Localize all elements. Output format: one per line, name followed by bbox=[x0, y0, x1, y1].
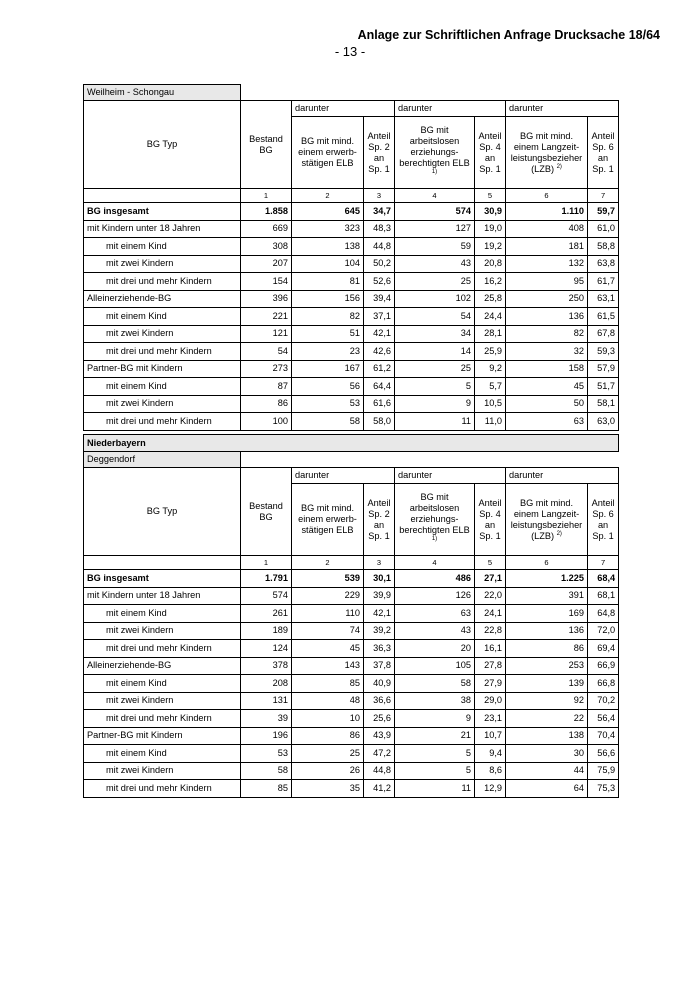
colnum-empty bbox=[84, 189, 241, 203]
cell-value: 27,9 bbox=[475, 675, 506, 693]
column-number: 2 bbox=[292, 556, 364, 570]
table-row bbox=[84, 710, 619, 728]
cell-value: 29,0 bbox=[475, 692, 506, 710]
cell-value: 12,9 bbox=[475, 780, 506, 798]
cell-value: 181 bbox=[506, 238, 588, 256]
page-number: - 13 - bbox=[334, 44, 366, 59]
column-number: 1 bbox=[241, 556, 292, 570]
table-row bbox=[84, 587, 619, 605]
cell-value: 27,8 bbox=[475, 657, 506, 675]
cell-value: 24,4 bbox=[475, 308, 506, 326]
row-label: mit einem Kind bbox=[84, 745, 241, 763]
row-label: Partner-BG mit Kindern bbox=[84, 727, 241, 745]
super-region-label: Niederbayern bbox=[84, 435, 619, 452]
table-row bbox=[84, 762, 619, 780]
cell-value: 42,1 bbox=[364, 605, 395, 623]
header-anteil4: Anteil Sp. 4 an Sp. 1 bbox=[475, 484, 506, 556]
cell-value: 75,9 bbox=[588, 762, 619, 780]
cell-value: 38 bbox=[395, 692, 475, 710]
cell-value: 48 bbox=[292, 692, 364, 710]
cell-value: 72,0 bbox=[588, 622, 619, 640]
table-row bbox=[84, 640, 619, 658]
table-row bbox=[84, 343, 619, 361]
cell-value: 30,1 bbox=[364, 570, 395, 588]
region-label: Weilheim - Schongau bbox=[84, 85, 241, 101]
cell-value: 52,6 bbox=[364, 273, 395, 291]
column-number: 2 bbox=[292, 189, 364, 203]
cell-value: 20 bbox=[395, 640, 475, 658]
cell-value: 20,8 bbox=[475, 255, 506, 273]
cell-value: 36,3 bbox=[364, 640, 395, 658]
cell-value: 56 bbox=[292, 378, 364, 396]
header-anteil4: Anteil Sp. 4 an Sp. 1 bbox=[475, 117, 506, 189]
footnote-1: 1) bbox=[431, 168, 438, 175]
cell-value: 82 bbox=[292, 308, 364, 326]
cell-value: 47,2 bbox=[364, 745, 395, 763]
cell-value: 158 bbox=[506, 360, 588, 378]
header-anteil6: Anteil Sp. 6 an Sp. 1 bbox=[588, 117, 619, 189]
cell-value: 23,1 bbox=[475, 710, 506, 728]
cell-value: 28,1 bbox=[475, 325, 506, 343]
cell-value: 61,7 bbox=[588, 273, 619, 291]
cell-value: 132 bbox=[506, 255, 588, 273]
cell-value: 37,1 bbox=[364, 308, 395, 326]
cell-value: 10 bbox=[292, 710, 364, 728]
table-row bbox=[84, 273, 619, 291]
cell-value: 169 bbox=[506, 605, 588, 623]
row-label: mit drei und mehr Kindern bbox=[84, 710, 241, 728]
cell-value: 53 bbox=[241, 745, 292, 763]
cell-value: 39,9 bbox=[364, 587, 395, 605]
cell-value: 58 bbox=[395, 675, 475, 693]
cell-value: 43,9 bbox=[364, 727, 395, 745]
cell-value: 32 bbox=[506, 343, 588, 361]
header-bg-typ: BG Typ bbox=[84, 101, 241, 189]
header-bg-typ: BG Typ bbox=[84, 468, 241, 556]
cell-value: 273 bbox=[241, 360, 292, 378]
table-row bbox=[84, 413, 619, 431]
cell-value: 70,2 bbox=[588, 692, 619, 710]
footnote-2: 2) bbox=[556, 163, 562, 170]
cell-value: 102 bbox=[395, 290, 475, 308]
cell-value: 64 bbox=[506, 780, 588, 798]
header-darunter: darunter bbox=[395, 468, 506, 484]
cell-value: 82 bbox=[506, 325, 588, 343]
cell-value: 40,9 bbox=[364, 675, 395, 693]
footnote-2: 2) bbox=[556, 530, 562, 537]
cell-value: 42,1 bbox=[364, 325, 395, 343]
cell-value: 66,8 bbox=[588, 675, 619, 693]
cell-value: 100 bbox=[241, 413, 292, 431]
cell-value: 86 bbox=[292, 727, 364, 745]
document-header-title: Anlage zur Schriftlichen Anfrage Drucksache 18/64 bbox=[357, 28, 660, 42]
cell-value: 208 bbox=[241, 675, 292, 693]
cell-value: 35 bbox=[292, 780, 364, 798]
cell-value: 54 bbox=[395, 308, 475, 326]
cell-value: 1.858 bbox=[241, 203, 292, 221]
cell-value: 58 bbox=[241, 762, 292, 780]
cell-value: 9 bbox=[395, 395, 475, 413]
column-number: 6 bbox=[506, 556, 588, 570]
cell-value: 126 bbox=[395, 587, 475, 605]
row-label: mit drei und mehr Kindern bbox=[84, 780, 241, 798]
table-row bbox=[84, 360, 619, 378]
cell-value: 5,7 bbox=[475, 378, 506, 396]
cell-value: 104 bbox=[292, 255, 364, 273]
cell-value: 50 bbox=[506, 395, 588, 413]
header-col4-text: BG mit arbeitslosen erziehungs-berechtigten ELB bbox=[399, 125, 470, 168]
cell-value: 11 bbox=[395, 780, 475, 798]
row-label: mit zwei Kindern bbox=[84, 255, 241, 273]
column-number: 4 bbox=[395, 556, 475, 570]
cell-value: 9 bbox=[395, 710, 475, 728]
cell-value: 41,2 bbox=[364, 780, 395, 798]
cell-value: 42,6 bbox=[364, 343, 395, 361]
cell-value: 127 bbox=[395, 220, 475, 238]
table-row bbox=[84, 692, 619, 710]
cell-value: 61,5 bbox=[588, 308, 619, 326]
cell-value: 16,1 bbox=[475, 640, 506, 658]
row-label: mit Kindern unter 18 Jahren bbox=[84, 220, 241, 238]
table-row bbox=[84, 378, 619, 396]
cell-value: 59 bbox=[395, 238, 475, 256]
cell-value: 53 bbox=[292, 395, 364, 413]
cell-value: 25,6 bbox=[364, 710, 395, 728]
cell-value: 68,1 bbox=[588, 587, 619, 605]
header-anteil2: Anteil Sp. 2 an Sp. 1 bbox=[364, 484, 395, 556]
cell-value: 59,7 bbox=[588, 203, 619, 221]
row-label: BG insgesamt bbox=[84, 570, 241, 588]
table-row bbox=[84, 727, 619, 745]
cell-value: 86 bbox=[506, 640, 588, 658]
cell-value: 1.225 bbox=[506, 570, 588, 588]
cell-value: 85 bbox=[292, 675, 364, 693]
header-col4 bbox=[395, 117, 475, 189]
cell-value: 61,0 bbox=[588, 220, 619, 238]
table-row bbox=[84, 780, 619, 798]
row-label: mit zwei Kindern bbox=[84, 622, 241, 640]
cell-value: 43 bbox=[395, 255, 475, 273]
cell-value: 9,4 bbox=[475, 745, 506, 763]
row-label: mit zwei Kindern bbox=[84, 762, 241, 780]
cell-value: 5 bbox=[395, 745, 475, 763]
column-number: 7 bbox=[588, 189, 619, 203]
table-row bbox=[84, 570, 619, 588]
cell-value: 64,4 bbox=[364, 378, 395, 396]
header-darunter: darunter bbox=[506, 101, 619, 117]
cell-value: 25,9 bbox=[475, 343, 506, 361]
cell-value: 44,8 bbox=[364, 238, 395, 256]
cell-value: 45 bbox=[292, 640, 364, 658]
column-number: 1 bbox=[241, 189, 292, 203]
cell-value: 25 bbox=[292, 745, 364, 763]
cell-value: 51 bbox=[292, 325, 364, 343]
cell-value: 27,1 bbox=[475, 570, 506, 588]
cell-value: 92 bbox=[506, 692, 588, 710]
cell-value: 39 bbox=[241, 710, 292, 728]
table-row bbox=[84, 325, 619, 343]
cell-value: 121 bbox=[241, 325, 292, 343]
cell-value: 63,0 bbox=[588, 413, 619, 431]
header-col2: BG mit mind. einem erwerb-stätigen ELB bbox=[292, 484, 364, 556]
row-label: mit drei und mehr Kindern bbox=[84, 343, 241, 361]
cell-value: 138 bbox=[506, 727, 588, 745]
cell-value: 64,8 bbox=[588, 605, 619, 623]
row-label: mit einem Kind bbox=[84, 238, 241, 256]
column-number: 3 bbox=[364, 556, 395, 570]
cell-value: 378 bbox=[241, 657, 292, 675]
header-col6-text: BG mit mind. einem Langzeit-leistungsbezieher (LZB) bbox=[510, 497, 583, 541]
cell-value: 486 bbox=[395, 570, 475, 588]
row-label: mit zwei Kindern bbox=[84, 692, 241, 710]
cell-value: 8,6 bbox=[475, 762, 506, 780]
cell-value: 1.791 bbox=[241, 570, 292, 588]
cell-value: 57,9 bbox=[588, 360, 619, 378]
cell-value: 58,0 bbox=[364, 413, 395, 431]
cell-value: 131 bbox=[241, 692, 292, 710]
region-label: Deggendorf bbox=[84, 452, 241, 468]
row-label: mit drei und mehr Kindern bbox=[84, 640, 241, 658]
cell-value: 66,9 bbox=[588, 657, 619, 675]
header-bestand: Bestand BG bbox=[241, 468, 292, 556]
cell-value: 16,2 bbox=[475, 273, 506, 291]
cell-value: 63,8 bbox=[588, 255, 619, 273]
cell-value: 645 bbox=[292, 203, 364, 221]
row-label: BG insgesamt bbox=[84, 203, 241, 221]
cell-value: 43 bbox=[395, 622, 475, 640]
cell-value: 44 bbox=[506, 762, 588, 780]
cell-value: 63 bbox=[506, 413, 588, 431]
header-col4 bbox=[395, 484, 475, 556]
cell-value: 50,2 bbox=[364, 255, 395, 273]
row-label: mit zwei Kindern bbox=[84, 325, 241, 343]
header-col6-text: BG mit mind. einem Langzeit-leistungsbezieher (LZB) bbox=[510, 130, 583, 174]
table-deggendorf bbox=[83, 434, 619, 798]
cell-value: 22 bbox=[506, 710, 588, 728]
table-row bbox=[84, 622, 619, 640]
cell-value: 59,3 bbox=[588, 343, 619, 361]
cell-value: 10,5 bbox=[475, 395, 506, 413]
cell-value: 19,2 bbox=[475, 238, 506, 256]
table-body bbox=[84, 570, 619, 798]
cell-value: 85 bbox=[241, 780, 292, 798]
cell-value: 250 bbox=[506, 290, 588, 308]
cell-value: 19,0 bbox=[475, 220, 506, 238]
table-row bbox=[84, 308, 619, 326]
cell-value: 323 bbox=[292, 220, 364, 238]
row-label: mit einem Kind bbox=[84, 605, 241, 623]
cell-value: 25 bbox=[395, 360, 475, 378]
cell-value: 574 bbox=[395, 203, 475, 221]
cell-value: 539 bbox=[292, 570, 364, 588]
table-row bbox=[84, 220, 619, 238]
cell-value: 58,1 bbox=[588, 395, 619, 413]
cell-value: 34 bbox=[395, 325, 475, 343]
cell-value: 24,1 bbox=[475, 605, 506, 623]
header-darunter: darunter bbox=[506, 468, 619, 484]
table-row bbox=[84, 255, 619, 273]
cell-value: 68,4 bbox=[588, 570, 619, 588]
cell-value: 669 bbox=[241, 220, 292, 238]
cell-value: 39,2 bbox=[364, 622, 395, 640]
cell-value: 139 bbox=[506, 675, 588, 693]
cell-value: 156 bbox=[292, 290, 364, 308]
cell-value: 45 bbox=[506, 378, 588, 396]
table-row bbox=[84, 203, 619, 221]
cell-value: 189 bbox=[241, 622, 292, 640]
cell-value: 56,6 bbox=[588, 745, 619, 763]
cell-value: 154 bbox=[241, 273, 292, 291]
header-darunter: darunter bbox=[292, 468, 395, 484]
row-label: mit Kindern unter 18 Jahren bbox=[84, 587, 241, 605]
cell-value: 143 bbox=[292, 657, 364, 675]
column-number: 4 bbox=[395, 189, 475, 203]
header-bestand: Bestand BG bbox=[241, 101, 292, 189]
cell-value: 391 bbox=[506, 587, 588, 605]
cell-value: 10,7 bbox=[475, 727, 506, 745]
cell-value: 87 bbox=[241, 378, 292, 396]
column-number: 7 bbox=[588, 556, 619, 570]
cell-value: 5 bbox=[395, 762, 475, 780]
cell-value: 261 bbox=[241, 605, 292, 623]
header-darunter: darunter bbox=[395, 101, 506, 117]
row-label: Partner-BG mit Kindern bbox=[84, 360, 241, 378]
column-number: 3 bbox=[364, 189, 395, 203]
header-col4-text: BG mit arbeitslosen erziehungs-berechtigten ELB bbox=[399, 492, 470, 535]
cell-value: 86 bbox=[241, 395, 292, 413]
header-anteil2: Anteil Sp. 2 an Sp. 1 bbox=[364, 117, 395, 189]
cell-value: 48,3 bbox=[364, 220, 395, 238]
row-label: mit drei und mehr Kindern bbox=[84, 273, 241, 291]
cell-value: 9,2 bbox=[475, 360, 506, 378]
cell-value: 396 bbox=[241, 290, 292, 308]
cell-value: 61,2 bbox=[364, 360, 395, 378]
cell-value: 136 bbox=[506, 308, 588, 326]
table-row bbox=[84, 238, 619, 256]
table-row bbox=[84, 745, 619, 763]
cell-value: 22,8 bbox=[475, 622, 506, 640]
cell-value: 44,8 bbox=[364, 762, 395, 780]
cell-value: 5 bbox=[395, 378, 475, 396]
cell-value: 105 bbox=[395, 657, 475, 675]
table-row bbox=[84, 605, 619, 623]
cell-value: 253 bbox=[506, 657, 588, 675]
cell-value: 110 bbox=[292, 605, 364, 623]
cell-value: 221 bbox=[241, 308, 292, 326]
row-label: mit drei und mehr Kindern bbox=[84, 413, 241, 431]
empty-cell bbox=[241, 452, 619, 468]
colnum-empty bbox=[84, 556, 241, 570]
column-number: 5 bbox=[475, 189, 506, 203]
table-body bbox=[84, 203, 619, 431]
row-label: mit einem Kind bbox=[84, 378, 241, 396]
cell-value: 167 bbox=[292, 360, 364, 378]
cell-value: 408 bbox=[506, 220, 588, 238]
cell-value: 30 bbox=[506, 745, 588, 763]
cell-value: 54 bbox=[241, 343, 292, 361]
cell-value: 51,7 bbox=[588, 378, 619, 396]
cell-value: 37,8 bbox=[364, 657, 395, 675]
cell-value: 34,7 bbox=[364, 203, 395, 221]
column-number: 6 bbox=[506, 189, 588, 203]
cell-value: 11 bbox=[395, 413, 475, 431]
cell-value: 136 bbox=[506, 622, 588, 640]
cell-value: 81 bbox=[292, 273, 364, 291]
cell-value: 67,8 bbox=[588, 325, 619, 343]
cell-value: 25,8 bbox=[475, 290, 506, 308]
cell-value: 14 bbox=[395, 343, 475, 361]
cell-value: 69,4 bbox=[588, 640, 619, 658]
cell-value: 58,8 bbox=[588, 238, 619, 256]
cell-value: 58 bbox=[292, 413, 364, 431]
cell-value: 36,6 bbox=[364, 692, 395, 710]
header-col2: BG mit mind. einem erwerb-stätigen ELB bbox=[292, 117, 364, 189]
header-anteil6: Anteil Sp. 6 an Sp. 1 bbox=[588, 484, 619, 556]
cell-value: 56,4 bbox=[588, 710, 619, 728]
cell-value: 138 bbox=[292, 238, 364, 256]
cell-value: 30,9 bbox=[475, 203, 506, 221]
cell-value: 74 bbox=[292, 622, 364, 640]
row-label: Alleinerziehende-BG bbox=[84, 290, 241, 308]
cell-value: 22,0 bbox=[475, 587, 506, 605]
cell-value: 61,6 bbox=[364, 395, 395, 413]
cell-value: 39,4 bbox=[364, 290, 395, 308]
cell-value: 1.110 bbox=[506, 203, 588, 221]
cell-value: 11,0 bbox=[475, 413, 506, 431]
table-row bbox=[84, 657, 619, 675]
cell-value: 25 bbox=[395, 273, 475, 291]
row-label: mit zwei Kindern bbox=[84, 395, 241, 413]
row-label: mit einem Kind bbox=[84, 675, 241, 693]
cell-value: 63,1 bbox=[588, 290, 619, 308]
cell-value: 75,3 bbox=[588, 780, 619, 798]
cell-value: 229 bbox=[292, 587, 364, 605]
cell-value: 207 bbox=[241, 255, 292, 273]
table-row bbox=[84, 395, 619, 413]
cell-value: 574 bbox=[241, 587, 292, 605]
table-row bbox=[84, 290, 619, 308]
header-darunter: darunter bbox=[292, 101, 395, 117]
cell-value: 124 bbox=[241, 640, 292, 658]
column-number: 5 bbox=[475, 556, 506, 570]
cell-value: 26 bbox=[292, 762, 364, 780]
cell-value: 196 bbox=[241, 727, 292, 745]
cell-value: 70,4 bbox=[588, 727, 619, 745]
cell-value: 63 bbox=[395, 605, 475, 623]
table-row bbox=[84, 675, 619, 693]
cell-value: 23 bbox=[292, 343, 364, 361]
cell-value: 308 bbox=[241, 238, 292, 256]
empty-cell bbox=[241, 85, 619, 101]
table-weilheim-schongau bbox=[83, 84, 619, 431]
footnote-1: 1) bbox=[431, 535, 438, 542]
row-label: mit einem Kind bbox=[84, 308, 241, 326]
cell-value: 95 bbox=[506, 273, 588, 291]
row-label: Alleinerziehende-BG bbox=[84, 657, 241, 675]
cell-value: 21 bbox=[395, 727, 475, 745]
header-col6 bbox=[506, 484, 588, 556]
header-col6 bbox=[506, 117, 588, 189]
